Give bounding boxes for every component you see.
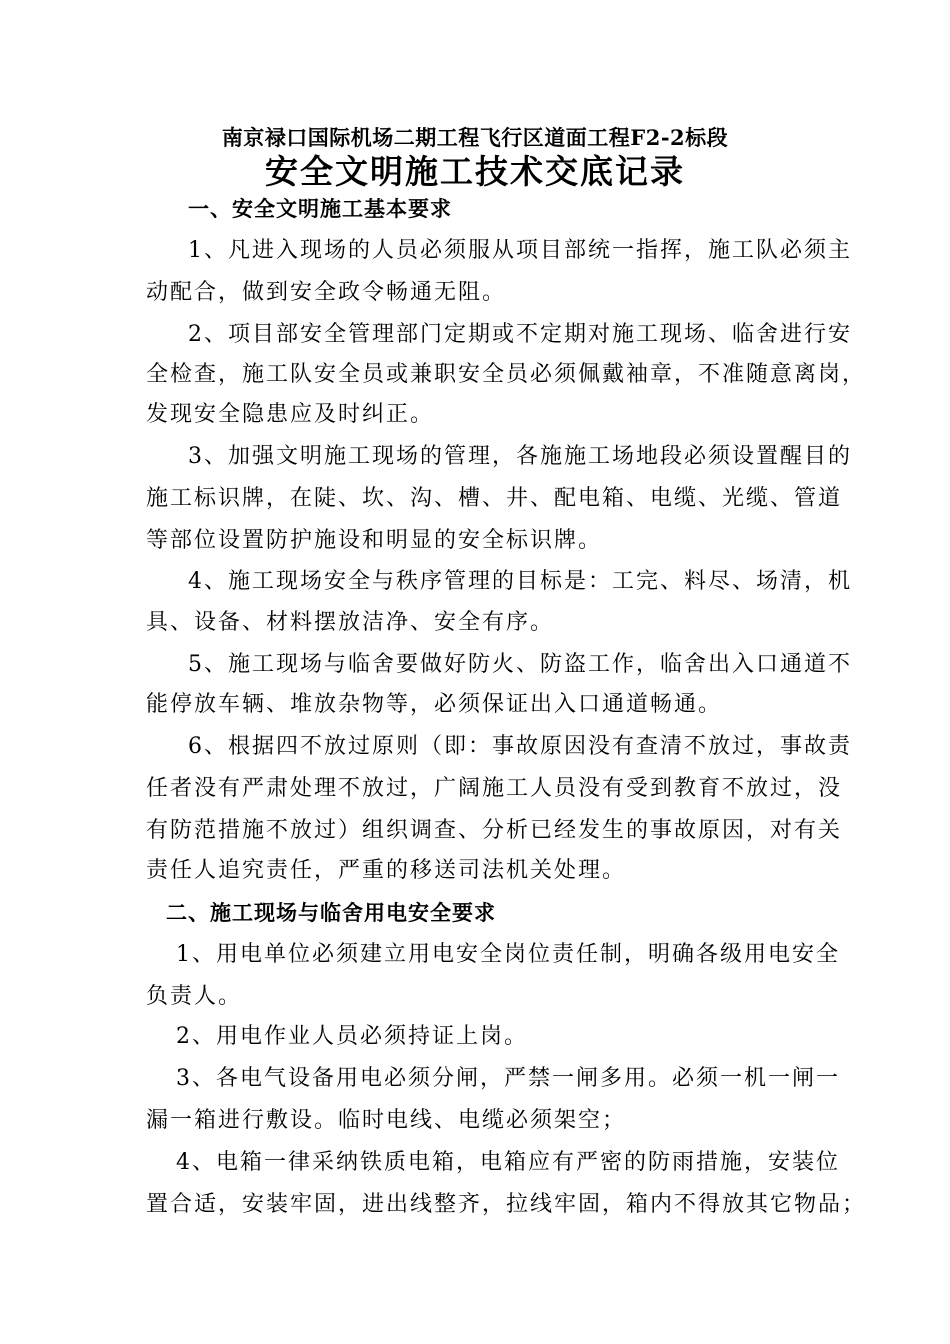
paragraph-line: 施工标识牌，在陡、坎、沟、槽、井、配电箱、电缆、光缆、管道 — [146, 486, 843, 511]
paragraph-line: 发现安全隐患应及时纠正。 — [146, 402, 435, 427]
paragraph-line: 置合适，安装牢固，进出线整齐，拉线牢固，箱内不得放其它物品； — [146, 1192, 867, 1217]
section-2-heading: 二、施工现场与临舍用电安全要求 — [166, 900, 496, 925]
paragraph-line: 2、用电作业人员必须持证上岗。 — [176, 1024, 528, 1049]
paragraph-line: 任者没有严肃处理不放过，广阔施工人员没有受到教育不放过，没 — [146, 776, 843, 801]
paragraph-line: 等部位设置防护施设和明显的安全标识牌。 — [146, 528, 603, 553]
paragraph-line: 责任人追究责任，严重的移送司法机关处理。 — [146, 858, 627, 883]
paragraph-line: 4、电箱一律采纳铁质电箱，电箱应有严密的防雨措施，安装位 — [176, 1150, 840, 1175]
paragraph-line: 具、设备、材料摆放洁净、安全有序。 — [146, 610, 555, 635]
paragraph-line: 1、凡进入现场的人员必须服从项目部统一指挥，施工队必须主 — [188, 238, 852, 263]
paragraph-line: 3、各电气设备用电必须分闸，严禁一闸多用。必须一机一闸一 — [176, 1066, 840, 1091]
paragraph-line: 3、加强文明施工现场的管理，各施施工场地段必须设置醒目的 — [188, 444, 852, 469]
paragraph-line: 4、施工现场安全与秩序管理的目标是：工完、料尽、场清，机 — [188, 569, 852, 594]
paragraph-line: 5、施工现场与临舍要做好防火、防盗工作，临舍出入口通道不 — [188, 652, 852, 677]
paragraph-line: 漏一箱进行敷设。临时电线、电缆必须架空； — [146, 1108, 627, 1133]
paragraph-line: 动配合，做到安全政令畅通无阻。 — [146, 280, 507, 305]
paragraph-line: 负责人。 — [146, 984, 243, 1009]
paragraph-line: 2、项目部安全管理部门定期或不定期对施工现场、临舍进行安 — [188, 322, 852, 347]
paragraph-line: 能停放车辆、堆放杂物等，必须保证出入口通道畅通。 — [146, 692, 723, 717]
section-1-heading: 一、安全文明施工基本要求 — [188, 196, 452, 221]
paragraph-line: 6、根据四不放过原则（即：事故原因没有查清不放过，事故责 — [188, 734, 852, 759]
paragraph-line: 1、用电单位必须建立用电安全岗位责任制，明确各级用电安全 — [176, 942, 840, 967]
paragraph-line: 有防范措施不放过）组织调查、分析已经发生的事故原因，对有关 — [146, 818, 843, 843]
document-title: 安全文明施工技术交底记录 — [265, 152, 685, 191]
document-subtitle: 南京禄口国际机场二期工程飞行区道面工程F2-2标段 — [221, 125, 729, 150]
paragraph-line: 全检查，施工队安全员或兼职安全员必须佩戴袖章，不准随意离岗， — [146, 362, 867, 387]
